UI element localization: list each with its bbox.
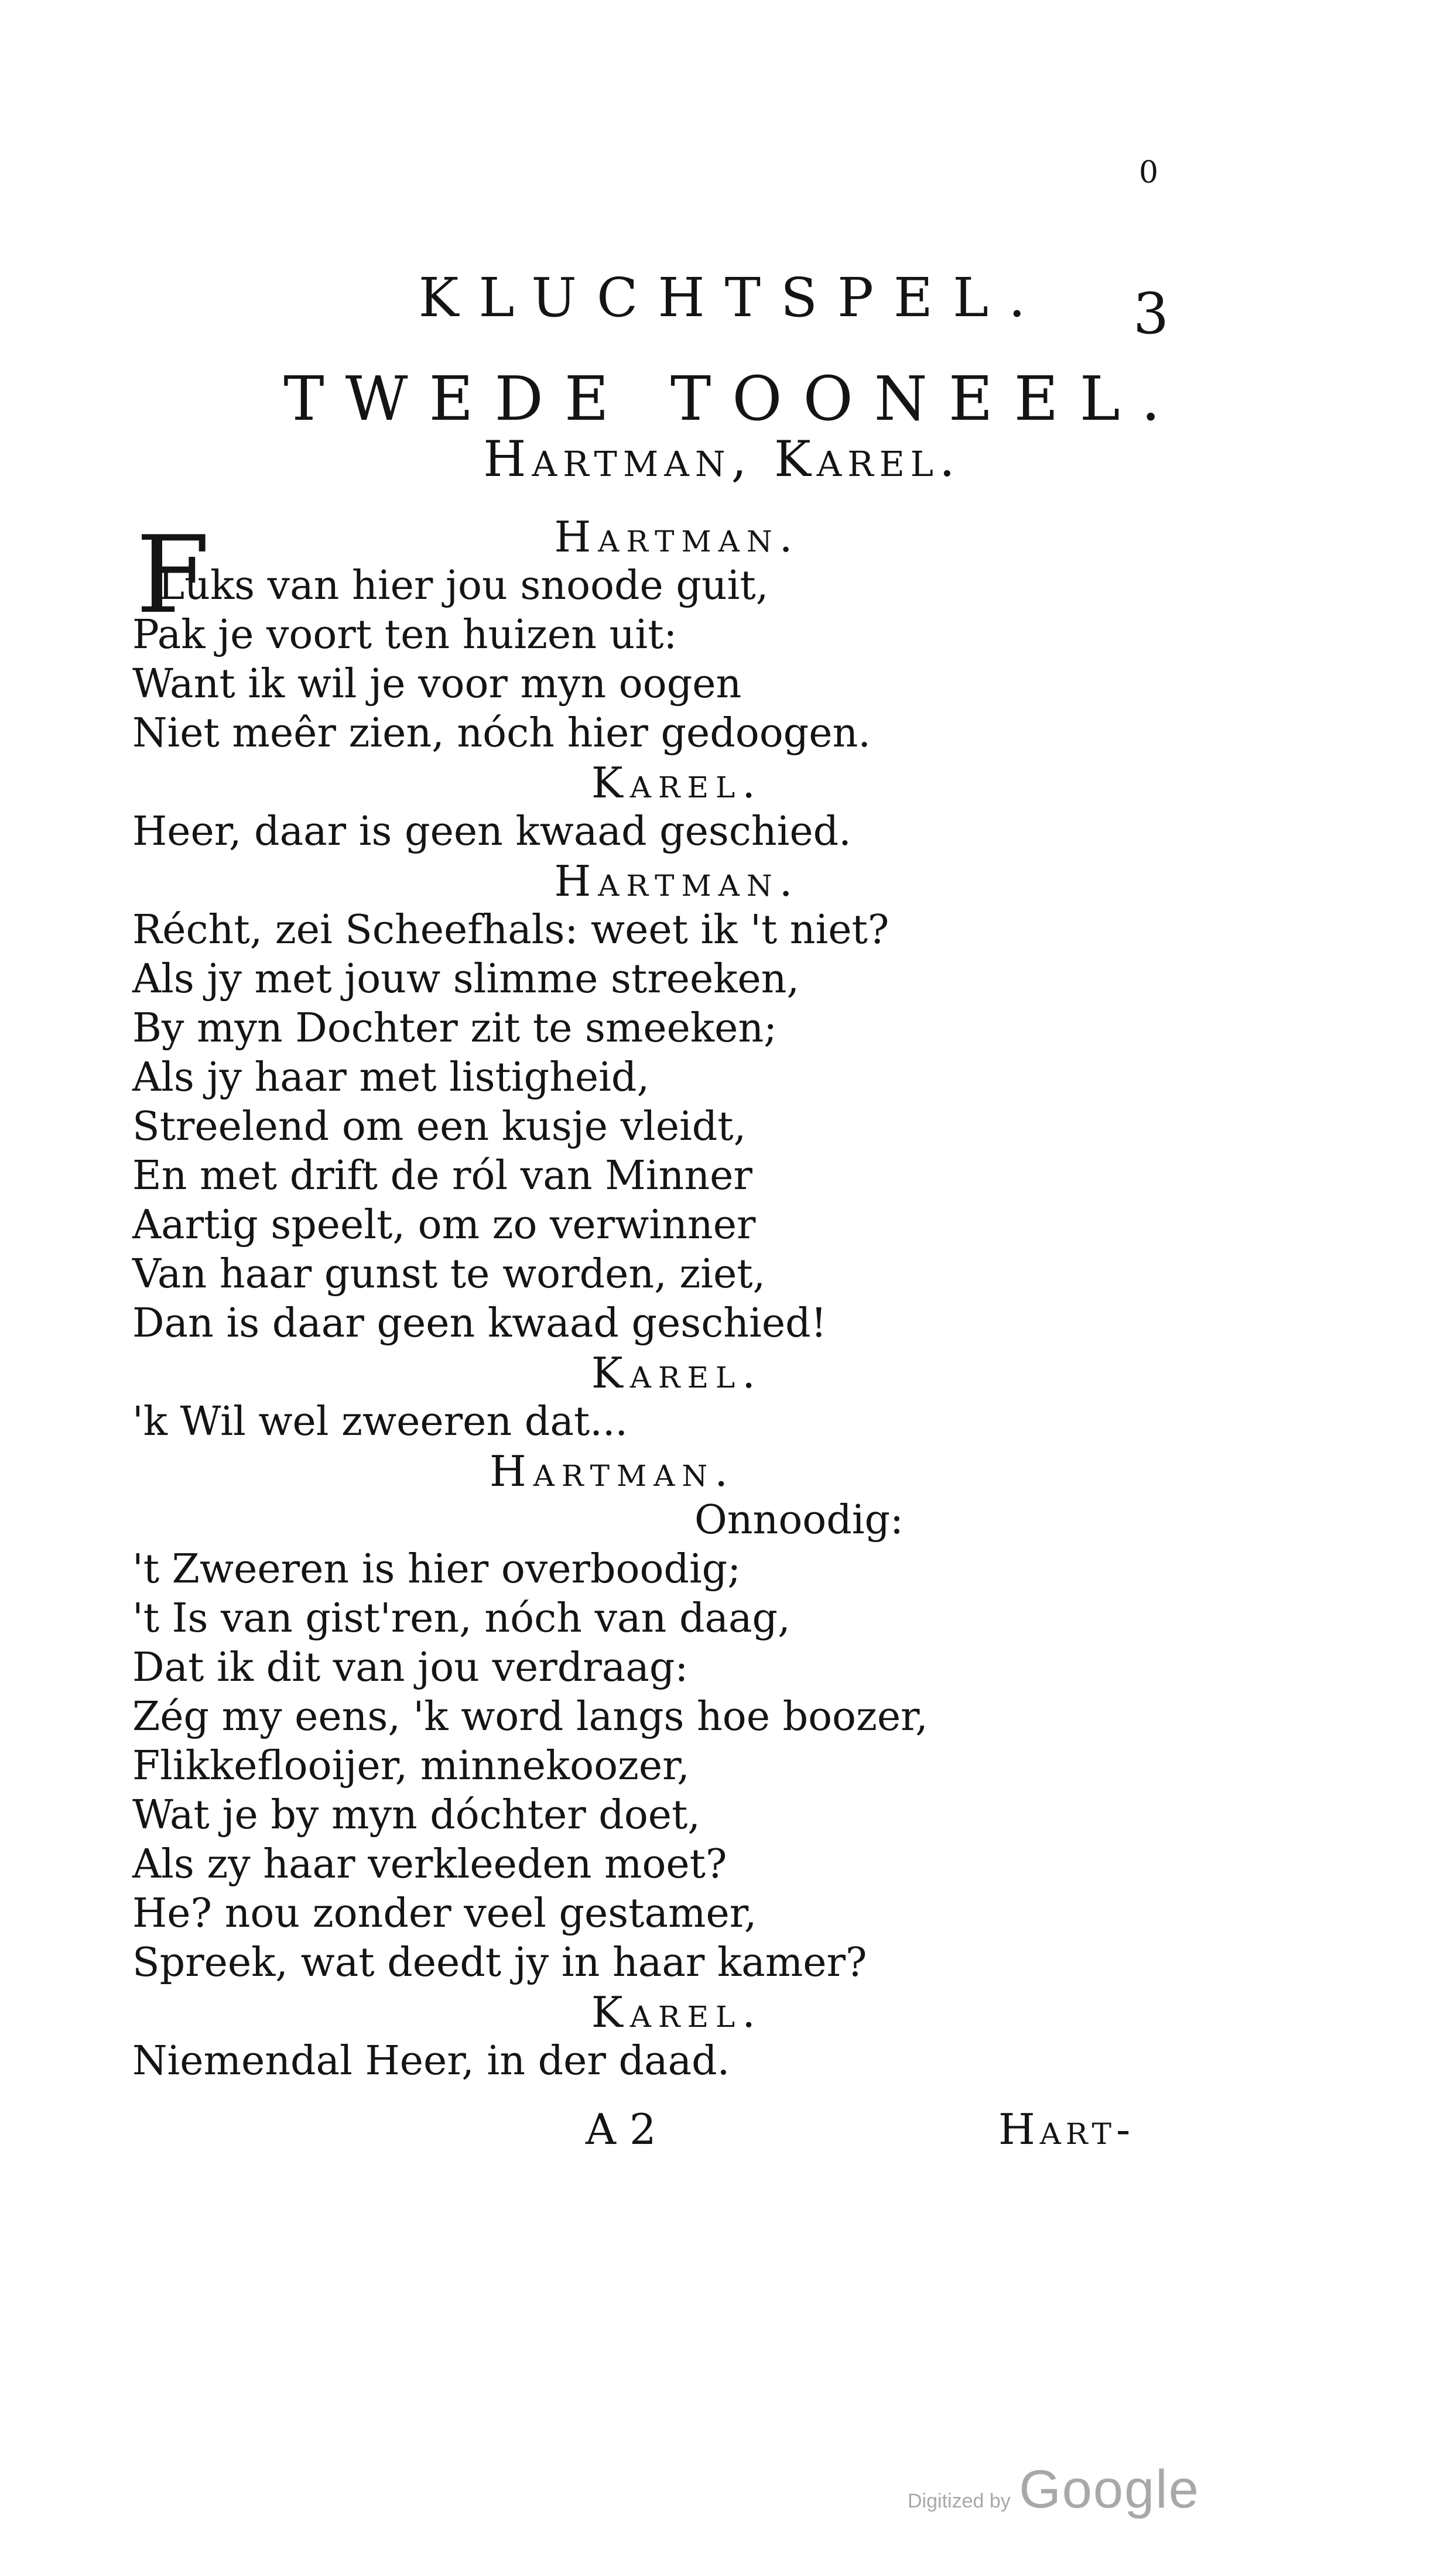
watermark-brand: Google	[1019, 2459, 1200, 2519]
verse-line: Récht, zei Scheefhals: weet ik 't niet?	[132, 907, 889, 953]
verse-line: Niemendal Heer, in der daad.	[132, 2038, 730, 2084]
verse-line: Niet meêr zien, nóch hier gedoogen.	[132, 710, 871, 756]
speaker-name: Hartman.	[554, 857, 800, 906]
verse-line: Als jy haar met listigheid,	[132, 1054, 650, 1101]
verse-line: He? nou zonder veel gestamer,	[132, 1890, 757, 1937]
verse-line: By myn Dochter zit te smeeken;	[132, 1005, 778, 1051]
verse-line: Wat je by myn dóchter doet,	[132, 1792, 700, 1838]
verse-line: Dan is daar geen kwaad geschied!	[132, 1300, 827, 1347]
running-head: KLUCHTSPEL.	[418, 266, 1046, 329]
verse-line: Pak je voort ten huizen uit:	[132, 612, 677, 658]
verse-line: 'k Wil wel zweeren dat...	[132, 1399, 628, 1445]
digitization-watermark	[908, 2459, 1200, 2520]
speaker-name: Karel.	[591, 758, 763, 807]
verse-line: Aartig speelt, om zo verwinner	[132, 1202, 756, 1248]
verse-line: Spreek, wat deedt jy in haar kamer?	[132, 1940, 867, 1986]
verse-line: 't Zweeren is hier overboodig;	[132, 1546, 741, 1592]
verse-line: Heer, daar is geen kwaad geschied.	[132, 809, 851, 855]
verse-line: En met drift de ról van Minner	[132, 1153, 752, 1199]
verse-line: Luks van hier jou snoode guit,	[158, 563, 769, 609]
scene-characters: Hartman, Karel.	[483, 430, 961, 488]
drop-cap: F	[136, 513, 210, 637]
corner-mark: 0	[1139, 155, 1159, 190]
speaker-name: Karel.	[591, 1348, 763, 1397]
play-text	[132, 512, 1221, 2086]
scene-title: TWEDE TOONEEL.	[283, 363, 1182, 434]
verse-line: Van haar gunst te worden, ziet,	[132, 1251, 766, 1297]
speaker-name: Karel.	[591, 1988, 763, 2037]
verse-line: Flikkeflooijer, minnekoozer,	[132, 1743, 690, 1789]
speaker-name: Hartman.	[554, 512, 800, 561]
verse-line: Als jy met jouw slimme streeken,	[132, 956, 800, 1002]
verse-line: Streelend om een kusje vleidt,	[132, 1104, 747, 1150]
verse-line: 't Is van gist'ren, nóch van daag,	[132, 1595, 791, 1642]
verse-line: Want ik wil je voor myn oogen	[132, 661, 742, 707]
signature-mark: A 2	[586, 2105, 656, 2154]
catchword: Hart-	[998, 2105, 1135, 2154]
speaker-name: Hartman.	[490, 1447, 735, 1496]
verse-line: Dat ik dit van jou verdraag:	[132, 1645, 689, 1691]
verse-line: Zég my eens, 'k word langs hoe boozer,	[132, 1694, 928, 1740]
watermark-prefix: Digitized by	[908, 2490, 1011, 2512]
verse-lines	[132, 512, 1221, 2086]
page-number: 3	[1133, 281, 1169, 347]
verse-line: Als zy haar verkleeden moet?	[132, 1841, 727, 1888]
verse-line: Onnoodig:	[694, 1497, 904, 1543]
